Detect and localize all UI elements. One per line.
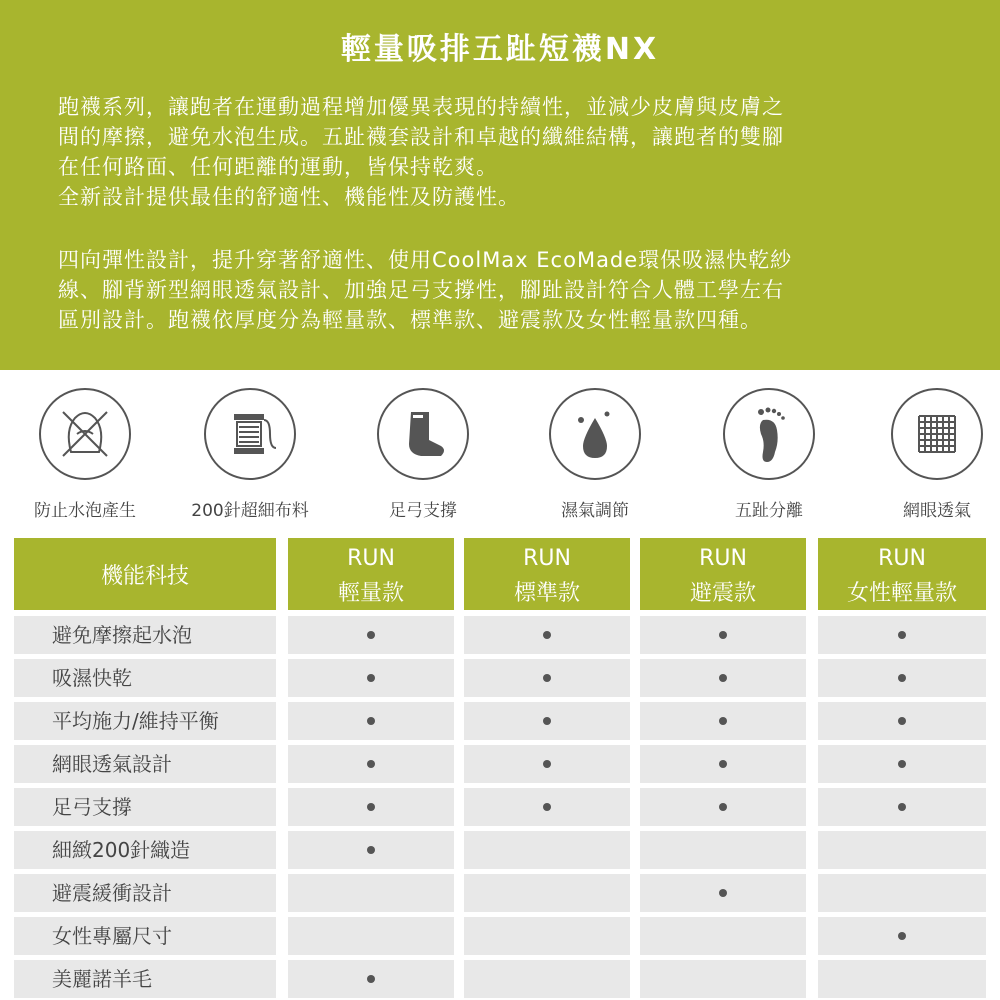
sock-icon — [377, 388, 469, 480]
table-row — [14, 788, 986, 826]
header-line2: 女性輕量款 — [846, 581, 957, 606]
bullet-dot-icon — [367, 760, 375, 768]
bullet-dot-icon — [543, 631, 551, 639]
mark-cell — [818, 788, 986, 826]
mark-cell — [288, 659, 454, 697]
description-line: 在任何路面、任何距離的運動，皆保持乾爽。 — [58, 155, 498, 179]
mark-cell — [464, 788, 630, 826]
bullet-dot-icon — [898, 932, 906, 940]
feature-name-cell: 網眼透氣設計 — [14, 745, 276, 783]
mark-cell — [640, 917, 806, 955]
bullet-dot-icon — [719, 803, 727, 811]
mark-cell — [464, 960, 630, 998]
mark-cell — [818, 616, 986, 654]
product-title: 輕量吸排五趾短襪NX — [340, 32, 660, 67]
feature-name-cell: 吸濕快乾 — [14, 659, 276, 697]
header-line2: 避震款 — [689, 581, 756, 606]
icon-label: 濕氣調節 — [561, 501, 629, 521]
mark-cell — [640, 659, 806, 697]
description-line: 全新設計提供最佳的舒適性、機能性及防護性。 — [58, 185, 520, 209]
bullet-dot-icon — [719, 889, 727, 897]
product-banner — [0, 0, 1000, 370]
bullet-dot-icon — [898, 803, 906, 811]
mesh-grid-icon — [891, 388, 983, 480]
table-row — [14, 874, 986, 912]
mark-cell — [818, 702, 986, 740]
mark-cell — [818, 874, 986, 912]
icon-label: 200針超細布料 — [191, 501, 309, 521]
feature-arch-support — [338, 388, 508, 521]
water-drop-icon — [549, 388, 641, 480]
mark-cell — [288, 874, 454, 912]
description-paragraph-2 — [58, 245, 958, 335]
mark-cell — [640, 831, 806, 869]
table-row — [14, 745, 986, 783]
header-line1: RUN — [347, 546, 395, 571]
feature-name-cell: 美麗諾羊毛 — [14, 960, 276, 998]
bullet-dot-icon — [367, 674, 375, 682]
table-row — [14, 917, 986, 955]
description-paragraph-1 — [58, 92, 958, 212]
table-row — [14, 659, 986, 697]
feature-five-toe — [684, 388, 854, 521]
feature-no-blister — [0, 388, 170, 521]
description-line: 四向彈性設計，提升穿著舒適性、使用CoolMax EcoMade環保吸濕快乾紗 — [58, 248, 793, 272]
bullet-dot-icon — [543, 760, 551, 768]
mark-cell — [288, 616, 454, 654]
feature-moisture — [510, 388, 680, 521]
bullet-dot-icon — [898, 674, 906, 682]
mark-cell — [464, 659, 630, 697]
table-header-women — [818, 538, 986, 610]
feature-mesh — [852, 388, 1000, 521]
footprint-icon — [723, 388, 815, 480]
mark-cell — [464, 616, 630, 654]
description-line: 區別設計。跑襪依厚度分為輕量款、標準款、避震款及女性輕量款四種。 — [58, 308, 762, 332]
description-line: 線、腳背新型網眼透氣設計、加強足弓支撐性，腳趾設計符合人體工學左右 — [58, 278, 784, 302]
mark-cell — [464, 831, 630, 869]
bullet-dot-icon — [543, 674, 551, 682]
bullet-dot-icon — [898, 760, 906, 768]
table-row — [14, 960, 986, 998]
bullet-dot-icon — [367, 717, 375, 725]
bullet-dot-icon — [719, 717, 727, 725]
table-header-standard — [464, 538, 630, 610]
mark-cell — [464, 745, 630, 783]
mark-cell — [464, 874, 630, 912]
bullet-dot-icon — [543, 717, 551, 725]
bullet-dot-icon — [367, 975, 375, 983]
feature-name-cell: 避免摩擦起水泡 — [14, 616, 276, 654]
bullet-dot-icon — [543, 803, 551, 811]
mark-cell — [818, 960, 986, 998]
mark-cell — [818, 831, 986, 869]
mark-cell — [640, 788, 806, 826]
bullet-dot-icon — [367, 846, 375, 854]
bullet-dot-icon — [367, 803, 375, 811]
mark-cell — [640, 874, 806, 912]
mark-cell — [288, 917, 454, 955]
icon-label: 防止水泡產生 — [34, 501, 136, 521]
mark-cell — [288, 831, 454, 869]
bullet-dot-icon — [719, 631, 727, 639]
bullet-dot-icon — [367, 631, 375, 639]
bullet-dot-icon — [898, 631, 906, 639]
mark-cell — [640, 616, 806, 654]
feature-icons-row — [0, 388, 1000, 528]
feature-name-cell: 足弓支撐 — [14, 788, 276, 826]
table-row — [14, 831, 986, 869]
feature-name-cell: 女性專屬尺寸 — [14, 917, 276, 955]
table-header-feature — [14, 538, 276, 610]
mark-cell — [288, 702, 454, 740]
mark-cell — [288, 960, 454, 998]
feature-name-cell: 細緻200針織造 — [14, 831, 276, 869]
bullet-dot-icon — [898, 717, 906, 725]
mark-cell — [288, 745, 454, 783]
thread-spool-icon — [204, 388, 296, 480]
header-line2: 標準款 — [513, 581, 580, 606]
mark-cell — [818, 659, 986, 697]
mark-cell — [640, 745, 806, 783]
header-label: 機能科技 — [100, 563, 189, 589]
mark-cell — [640, 702, 806, 740]
no-blister-icon — [39, 388, 131, 480]
table-row — [14, 702, 986, 740]
mark-cell — [818, 917, 986, 955]
icon-label: 網眼透氣 — [903, 501, 971, 521]
header-line1: RUN — [878, 546, 926, 571]
icon-label: 足弓支撐 — [389, 501, 457, 521]
header-line1: RUN — [699, 546, 747, 571]
feature-name-cell: 平均施力/維持平衡 — [14, 702, 276, 740]
bullet-dot-icon — [719, 760, 727, 768]
table-row — [14, 616, 986, 654]
description-line: 跑襪系列，讓跑者在運動過程增加優異表現的持續性，並減少皮膚與皮膚之 — [58, 95, 784, 119]
mark-cell — [288, 788, 454, 826]
header-line2: 輕量款 — [337, 581, 404, 606]
table-header-light — [288, 538, 454, 610]
feature-fine-fabric — [165, 388, 335, 521]
mark-cell — [464, 702, 630, 740]
icon-label: 五趾分離 — [735, 501, 803, 521]
description-line: 間的摩擦，避免水泡生成。五趾襪套設計和卓越的纖維結構，讓跑者的雙腳 — [58, 125, 784, 149]
mark-cell — [464, 917, 630, 955]
mark-cell — [818, 745, 986, 783]
table-header-cushion — [640, 538, 806, 610]
mark-cell — [640, 960, 806, 998]
header-line1: RUN — [523, 546, 571, 571]
feature-name-cell: 避震緩衝設計 — [14, 874, 276, 912]
bullet-dot-icon — [719, 674, 727, 682]
